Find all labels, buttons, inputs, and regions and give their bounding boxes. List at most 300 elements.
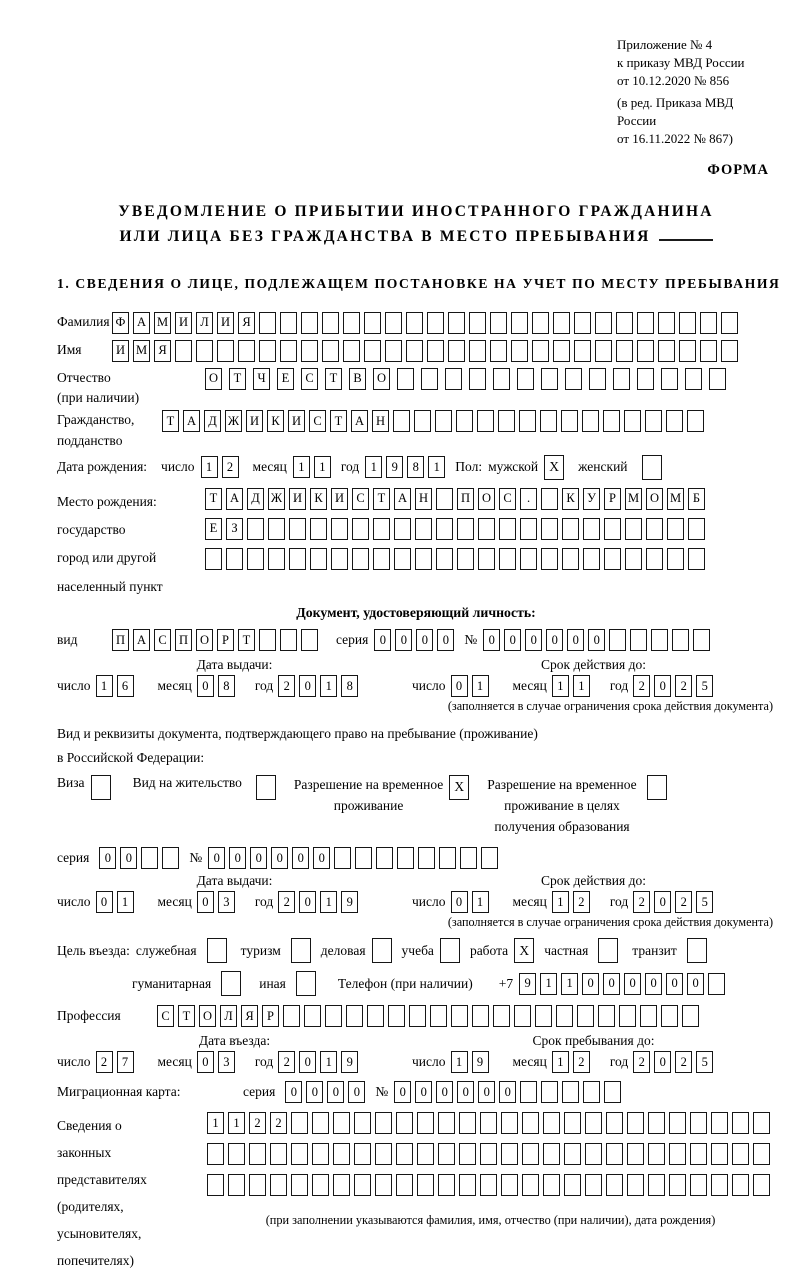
char-cell [721, 312, 738, 334]
doc-valid-month-boxes [552, 675, 594, 697]
char-cell: А [226, 488, 243, 510]
char-cell [661, 1005, 678, 1027]
char-cell: 2 [633, 675, 650, 697]
char-cell: И [217, 312, 234, 334]
residence-doc-series-row [57, 847, 775, 869]
char-cell: Л [220, 1005, 237, 1027]
entry-month-boxes [197, 1051, 239, 1073]
char-cell: Д [204, 410, 221, 432]
char-cell [541, 518, 558, 540]
profession-row [57, 1005, 775, 1027]
residence-doc-dates-row [57, 891, 775, 913]
char-cell [541, 488, 558, 510]
rvp-number-boxes [208, 847, 502, 869]
char-cell [480, 1143, 497, 1165]
doc-issue-day-boxes [96, 675, 138, 697]
char-cell [679, 312, 696, 334]
char-cell [385, 312, 402, 334]
char-cell [289, 548, 306, 570]
char-cell [268, 548, 285, 570]
char-cell [646, 518, 663, 540]
char-cell: 1 [228, 1112, 245, 1134]
char-cell: 2 [278, 891, 295, 913]
char-cell [585, 1112, 602, 1134]
char-cell: А [351, 410, 368, 432]
char-cell: С [499, 488, 516, 510]
char-cell: 0 [415, 1081, 432, 1103]
birth-month-label: месяц [252, 459, 287, 475]
birthplace-row [57, 488, 775, 601]
char-cell: 0 [504, 629, 521, 651]
residence-doc-date-titles [57, 873, 775, 889]
char-cell [207, 1143, 224, 1165]
char-cell [651, 629, 668, 651]
char-cell [291, 1143, 308, 1165]
purpose-private-checkbox [598, 938, 622, 963]
char-cell [268, 518, 285, 540]
char-cell: Т [238, 629, 255, 651]
rvp-issue-title: Дата выдачи: [196, 873, 273, 889]
char-cell: М [133, 340, 150, 362]
char-cell [661, 368, 678, 390]
char-cell: 1 [428, 456, 445, 478]
char-cell [669, 1143, 686, 1165]
char-cell: 0 [645, 973, 662, 995]
residence-doc-intro [57, 722, 775, 771]
char-cell: Б [688, 488, 705, 510]
char-cell: Т [229, 368, 246, 390]
char-cell [711, 1143, 728, 1165]
char-cell [565, 368, 582, 390]
char-cell: Я [154, 340, 171, 362]
char-cell [753, 1143, 770, 1165]
doc-issue-date: число 1 6 месяц 0 8 год 2 0 1 8 [57, 675, 412, 697]
birthdate-row [57, 455, 775, 480]
char-cell [333, 1112, 350, 1134]
char-cell: 3 [218, 1051, 235, 1073]
char-cell [205, 548, 222, 570]
char-cell [451, 1005, 468, 1027]
char-cell [553, 340, 570, 362]
char-cell [688, 548, 705, 570]
char-cell [700, 340, 717, 362]
char-cell [427, 340, 444, 362]
char-cell [589, 368, 606, 390]
char-cell [322, 312, 339, 334]
char-cell [331, 518, 348, 540]
char-cell: 1 [552, 891, 569, 913]
birthplace-boxes-row2 [205, 518, 709, 540]
char-cell [561, 410, 578, 432]
char-cell: 2 [573, 891, 590, 913]
checkbox-cell [91, 775, 111, 800]
char-cell: 1 [201, 456, 218, 478]
char-cell: 1 [552, 1051, 569, 1073]
char-cell: Н [415, 488, 432, 510]
char-cell [732, 1112, 749, 1134]
char-cell: М [667, 488, 684, 510]
char-cell [312, 1112, 329, 1134]
char-cell: М [625, 488, 642, 510]
stay-day-boxes [451, 1051, 493, 1073]
char-cell [541, 1081, 558, 1103]
forma-label: ФОРМА [707, 161, 769, 178]
char-cell [438, 1143, 455, 1165]
visa-label: Виза [57, 774, 85, 790]
entry-dates-row [57, 1051, 775, 1073]
char-cell [564, 1143, 581, 1165]
char-cell [604, 1081, 621, 1103]
char-cell: 1 [472, 675, 489, 697]
doc-valid-year-boxes [633, 675, 717, 697]
char-cell: 0 [451, 675, 468, 697]
char-cell [646, 548, 663, 570]
char-cell [415, 518, 432, 540]
char-cell [493, 1005, 510, 1027]
char-cell: 1 [117, 891, 134, 913]
residence-doc-types-row [57, 775, 775, 838]
char-cell: 0 [525, 629, 542, 651]
char-cell [606, 1174, 623, 1196]
char-cell: 1 [472, 891, 489, 913]
rvp-valid-day-boxes [451, 891, 493, 913]
char-cell [501, 1112, 518, 1134]
patronymic-boxes [205, 368, 733, 390]
char-cell: К [562, 488, 579, 510]
char-cell [438, 1174, 455, 1196]
char-cell: А [394, 488, 411, 510]
char-cell [627, 1174, 644, 1196]
char-cell: 1 [561, 973, 578, 995]
char-cell: Т [205, 488, 222, 510]
checkbox-cell [296, 971, 316, 996]
char-cell [346, 1005, 363, 1027]
char-cell [397, 847, 414, 869]
char-cell [583, 1081, 600, 1103]
char-cell: С [309, 410, 326, 432]
checkbox-cell [687, 938, 707, 963]
char-cell [541, 368, 558, 390]
char-cell [259, 340, 276, 362]
char-cell: 0 [197, 1051, 214, 1073]
birth-year-boxes [365, 456, 449, 478]
char-cell [637, 312, 654, 334]
identity-doc-dates-row [57, 675, 775, 697]
order-reference [617, 36, 775, 148]
char-cell: 2 [633, 891, 650, 913]
char-cell [280, 629, 297, 651]
char-cell: 0 [666, 973, 683, 995]
char-cell [540, 410, 557, 432]
surname-label: Фамилия [57, 313, 110, 329]
char-cell: Я [241, 1005, 258, 1027]
char-cell [564, 1112, 581, 1134]
rvp-validity-note: (заполняется в случае ограничения срока действия документа) [447, 915, 773, 930]
char-cell [459, 1174, 476, 1196]
doc-series-boxes [374, 629, 458, 651]
char-cell [322, 340, 339, 362]
purpose-row1 [57, 938, 775, 963]
char-cell: С [157, 1005, 174, 1027]
char-cell: 0 [292, 847, 309, 869]
char-cell: Т [373, 488, 390, 510]
char-cell [732, 1174, 749, 1196]
char-cell [175, 340, 192, 362]
char-cell: 0 [271, 847, 288, 869]
char-cell: 0 [327, 1081, 344, 1103]
char-cell [616, 340, 633, 362]
char-cell: Р [262, 1005, 279, 1027]
char-cell [619, 1005, 636, 1027]
char-cell [564, 1174, 581, 1196]
representatives-boxes-row3 [207, 1174, 774, 1196]
char-cell [394, 548, 411, 570]
char-cell [577, 1005, 594, 1027]
char-cell [448, 340, 465, 362]
char-cell [333, 1174, 350, 1196]
char-cell [543, 1174, 560, 1196]
char-cell [396, 1112, 413, 1134]
char-cell [522, 1174, 539, 1196]
char-cell [625, 548, 642, 570]
char-cell: 1 [314, 456, 331, 478]
purpose-humanitarian-label: гуманитарная [132, 975, 212, 991]
char-cell: 0 [654, 675, 671, 697]
char-cell [520, 548, 537, 570]
order-line: к приказу МВД России [617, 54, 745, 70]
char-cell: 0 [588, 629, 605, 651]
rvp-valid-title: Срок действия до: [541, 873, 646, 889]
char-cell: 0 [451, 891, 468, 913]
checkbox-cell: X [449, 775, 469, 800]
char-cell [270, 1143, 287, 1165]
char-cell [658, 340, 675, 362]
char-cell: 1 [96, 675, 113, 697]
purpose-work-checkbox [514, 938, 538, 963]
char-cell [625, 518, 642, 540]
char-cell [648, 1174, 665, 1196]
char-cell [498, 410, 515, 432]
char-cell: Ж [225, 410, 242, 432]
char-cell: 0 [197, 675, 214, 697]
doc-valid-day-boxes [451, 675, 493, 697]
representatives-row [57, 1112, 775, 1274]
char-cell [385, 340, 402, 362]
char-cell: 0 [208, 847, 225, 869]
char-cell: 2 [573, 1051, 590, 1073]
char-cell: 0 [197, 891, 214, 913]
char-cell: 0 [96, 891, 113, 913]
profession-label: Профессия [57, 1008, 121, 1024]
checkbox-cell: X [544, 455, 564, 480]
char-cell: 1 [451, 1051, 468, 1073]
char-cell: Н [372, 410, 389, 432]
char-cell: 1 [320, 675, 337, 697]
char-cell [543, 1112, 560, 1134]
birthplace-boxes-row3 [205, 548, 709, 570]
char-cell: 3 [218, 891, 235, 913]
char-cell: И [288, 410, 305, 432]
representatives-boxes-row1 [207, 1112, 774, 1134]
char-cell [630, 629, 647, 651]
char-cell [331, 548, 348, 570]
char-cell: П [457, 488, 474, 510]
char-cell [598, 1005, 615, 1027]
gender-female-checkbox [642, 455, 666, 480]
surname-boxes [112, 312, 742, 334]
char-cell [583, 518, 600, 540]
char-cell: Т [178, 1005, 195, 1027]
char-cell: Е [205, 518, 222, 540]
temp-residence-edu-checkbox [647, 775, 671, 800]
char-cell [667, 548, 684, 570]
char-cell: З [226, 518, 243, 540]
char-cell [456, 410, 473, 432]
char-cell [247, 548, 264, 570]
purpose-other-label: иная [259, 975, 286, 991]
char-cell: 0 [348, 1081, 365, 1103]
char-cell [417, 1174, 434, 1196]
section1-heading: 1. СВЕДЕНИЯ О ЛИЦЕ, ПОДЛЕЖАЩЕМ ПОСТАНОВКЕ НА УЧЕТ ПО МЕСТУ ПРЕБЫВАНИЯ [57, 275, 781, 291]
revision-line: (в ред. Приказа МВД России [617, 94, 734, 128]
char-cell [688, 518, 705, 540]
char-cell [690, 1112, 707, 1134]
char-cell: 2 [278, 1051, 295, 1073]
char-cell [375, 1143, 392, 1165]
char-cell [562, 518, 579, 540]
char-cell [343, 312, 360, 334]
char-cell [217, 340, 234, 362]
char-cell: 0 [99, 847, 116, 869]
char-cell: И [175, 312, 192, 334]
char-cell [457, 518, 474, 540]
char-cell: И [112, 340, 129, 362]
char-cell [514, 1005, 531, 1027]
char-cell [669, 1174, 686, 1196]
char-cell [669, 1112, 686, 1134]
char-cell [493, 368, 510, 390]
char-cell: 1 [540, 973, 557, 995]
checkbox-cell [221, 971, 241, 996]
char-cell [541, 548, 558, 570]
char-cell: Р [604, 488, 621, 510]
char-cell: П [112, 629, 129, 651]
char-cell: 2 [278, 675, 295, 697]
char-cell [556, 1005, 573, 1027]
char-cell [226, 548, 243, 570]
char-cell [543, 1143, 560, 1165]
char-cell [406, 340, 423, 362]
char-cell: 9 [519, 973, 536, 995]
char-cell [582, 410, 599, 432]
char-cell [685, 368, 702, 390]
char-cell: П [175, 629, 192, 651]
char-cell [325, 1005, 342, 1027]
char-cell [415, 548, 432, 570]
char-cell [259, 312, 276, 334]
entry-day-boxes [96, 1051, 138, 1073]
char-cell [460, 847, 477, 869]
char-cell: 7 [117, 1051, 134, 1073]
purpose-row2-phone [57, 971, 775, 996]
char-cell [574, 340, 591, 362]
char-cell [480, 1174, 497, 1196]
checkbox-cell [207, 938, 227, 963]
visa-checkbox [91, 775, 115, 800]
char-cell: С [301, 368, 318, 390]
char-cell [532, 340, 549, 362]
char-cell: Л [196, 312, 213, 334]
char-cell: О [478, 488, 495, 510]
char-cell: А [133, 312, 150, 334]
char-cell: 1 [552, 675, 569, 697]
char-cell [406, 312, 423, 334]
char-cell [436, 548, 453, 570]
char-cell [439, 847, 456, 869]
char-cell [207, 1174, 224, 1196]
char-cell: 0 [374, 629, 391, 651]
char-cell [141, 847, 158, 869]
entry-date-titles [57, 1033, 775, 1049]
char-cell: И [289, 488, 306, 510]
char-cell [574, 312, 591, 334]
char-cell [480, 1112, 497, 1134]
char-cell: Ф [112, 312, 129, 334]
char-cell [609, 629, 626, 651]
char-cell: О [373, 368, 390, 390]
doc-issue-title: Дата выдачи: [196, 657, 273, 673]
identity-doc-heading: Документ, удостоверяющий личность: [296, 605, 536, 621]
char-cell [352, 518, 369, 540]
entry-date: число 2 7 месяц 0 3 год 2 0 1 9 [57, 1051, 412, 1073]
purpose-private-label: частная [544, 942, 589, 958]
migration-number-label: № [375, 1084, 389, 1100]
char-cell [511, 340, 528, 362]
char-cell [280, 340, 297, 362]
gender-male-label: мужской [488, 459, 539, 475]
char-cell: М [154, 312, 171, 334]
char-cell [283, 1005, 300, 1027]
doc-valid-title: Срок действия до: [541, 657, 646, 673]
char-cell: С [154, 629, 171, 651]
temp-residence-label: Разрешение на временное проживание [293, 776, 444, 813]
doc-valid-date: число 0 1 месяц 1 1 год 2 0 2 5 [412, 675, 727, 697]
char-cell [393, 410, 410, 432]
char-cell [522, 1143, 539, 1165]
char-cell [301, 629, 318, 651]
char-cell [364, 340, 381, 362]
char-cell: 1 [320, 1051, 337, 1073]
stay-until-date: число 1 9 месяц 1 2 год 2 0 2 5 [412, 1051, 727, 1073]
char-cell [624, 410, 641, 432]
doc-type-boxes [112, 629, 322, 651]
doc-issue-month-boxes [197, 675, 239, 697]
char-cell [667, 518, 684, 540]
char-cell [753, 1112, 770, 1134]
char-cell [417, 1143, 434, 1165]
char-cell: Т [162, 410, 179, 432]
char-cell [469, 368, 486, 390]
char-cell [604, 518, 621, 540]
char-cell [477, 410, 494, 432]
char-cell [355, 847, 372, 869]
char-cell: 2 [249, 1112, 266, 1134]
char-cell [679, 340, 696, 362]
char-cell: 0 [313, 847, 330, 869]
char-cell: У [583, 488, 600, 510]
char-cell: 0 [603, 973, 620, 995]
identity-doc-row [57, 629, 775, 651]
